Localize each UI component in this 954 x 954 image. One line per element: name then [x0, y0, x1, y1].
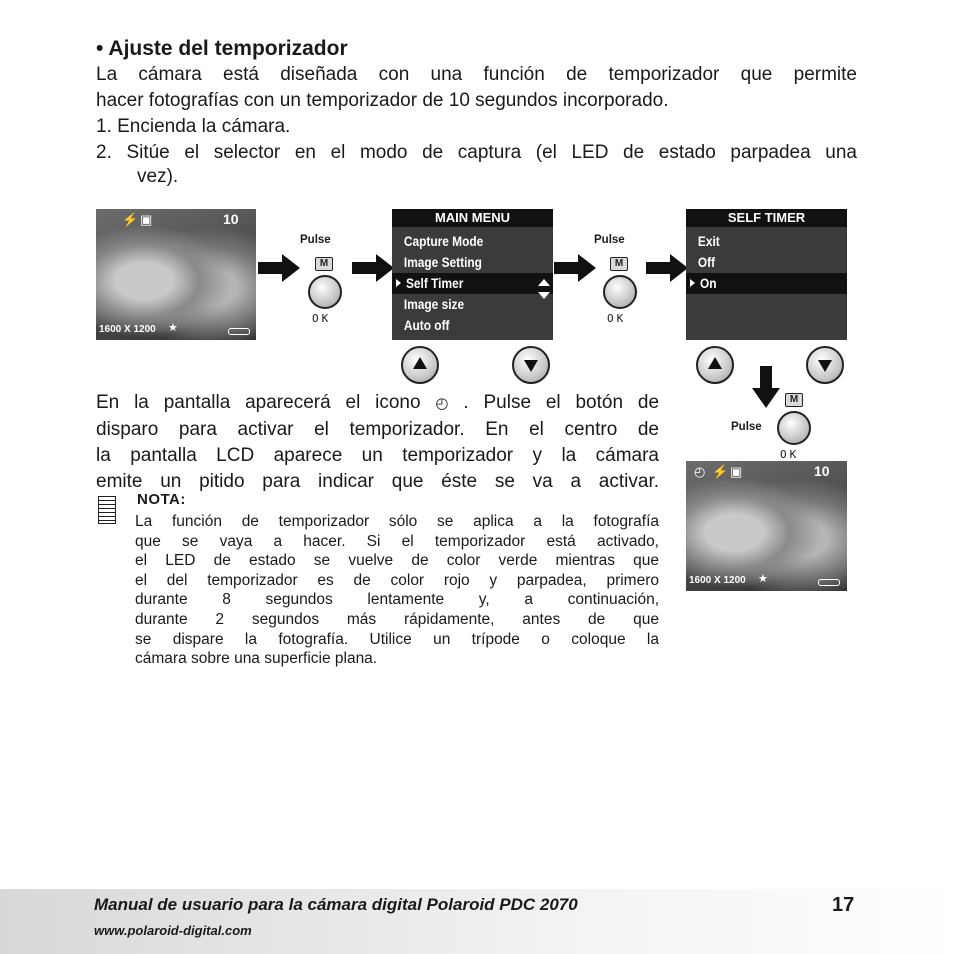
camera-mode-icon: ▣	[730, 464, 743, 479]
flow-arrow-down	[752, 366, 780, 408]
flow-arrow-1	[258, 254, 300, 282]
resolution-label: 1600 X 1200	[99, 324, 156, 335]
shots-remaining: 10	[814, 463, 830, 479]
flash-icon: ⚡	[122, 212, 139, 227]
flow-arrow-4	[646, 254, 688, 282]
menu-item-image-setting[interactable]: Image Setting	[403, 254, 482, 270]
ok-button-2[interactable]	[603, 275, 637, 309]
ok-button-1[interactable]	[308, 275, 342, 309]
ok-button-3[interactable]	[777, 411, 811, 445]
menu-button-1[interactable]: M	[315, 257, 333, 271]
flow-arrow-3	[554, 254, 596, 282]
battery-icon	[228, 328, 250, 335]
note-icon	[98, 496, 116, 524]
note-heading: NOTA:	[137, 491, 186, 508]
self-timer-icon: ◴	[694, 464, 706, 479]
menu-item-self-timer-label: Self Timer	[406, 275, 464, 291]
down-button-1[interactable]	[512, 346, 550, 384]
ok-label-3: OK	[780, 448, 800, 461]
body-line-4: emite un pitido para indicar que éste se va a activar.	[96, 471, 659, 492]
menu-item-exit[interactable]: Exit	[697, 233, 720, 249]
note-line: el del temporizador es de color rojo y parpadea, primero	[135, 571, 659, 589]
body-line-1: En la pantalla aparecerá el icono ◴ . Pulse el botón de	[96, 392, 660, 413]
main-menu-screen	[392, 209, 553, 340]
flow-arrow-2	[352, 254, 394, 282]
note-line: durante 8 segundos lentamente y, a continuación,	[135, 591, 659, 609]
quality-star-icon: ★	[758, 573, 768, 585]
footer-url[interactable]: www.polaroid-digital.com	[94, 923, 252, 938]
camera-preview-screen	[96, 209, 256, 340]
menu-item-self-timer[interactable]	[392, 273, 553, 294]
step-2-line-1: 2. Sitúe el selector en el modo de captura (el LED de estado parpadea una	[96, 142, 857, 163]
menu-button-3[interactable]: M	[785, 393, 803, 407]
page-number: 17	[832, 894, 855, 916]
footer-title: Manual de usuario para la cámara digital Polaroid PDC 2070	[94, 895, 578, 914]
note-text	[135, 512, 659, 669]
main-menu-title: MAIN MENU	[392, 209, 553, 227]
menu-item-off[interactable]: Off	[697, 254, 716, 270]
body-line-2: disparo para activar el temporizador. En el centro de	[96, 419, 659, 440]
menu-item-on-label: On	[700, 275, 717, 291]
up-button-2[interactable]	[696, 346, 734, 384]
pulse-label-3: Pulse	[731, 421, 762, 433]
flash-icon: ⚡	[712, 464, 729, 479]
battery-icon	[818, 579, 840, 586]
scroll-arrows-icon	[537, 278, 551, 302]
intro-line-1: La cámara está diseñada con una función de temporizador que permite	[96, 64, 857, 85]
ok-label-1: OK	[312, 312, 332, 325]
menu-item-on[interactable]	[686, 273, 847, 294]
note-line: La función de temporizador sólo se aplica a la fotografía	[135, 513, 659, 530]
menu-item-auto-off[interactable]: Auto off	[403, 317, 450, 333]
up-button-1[interactable]	[401, 346, 439, 384]
intro-line-2: hacer fotografías con un temporizador de 10 segundos incorporado.	[96, 90, 669, 111]
shots-remaining: 10	[223, 211, 239, 227]
camera-timer-preview-screen	[686, 461, 847, 591]
self-timer-inline-icon: ◴	[435, 395, 449, 412]
note-line: el LED de estado se vuelve de color verde mientras que	[135, 552, 659, 570]
step-2-line-2: vez).	[137, 166, 179, 187]
note-line: durante 2 segundos más rápidamente, antes de que	[135, 610, 659, 628]
resolution-label: 1600 X 1200	[689, 575, 746, 586]
body-line-3: la pantalla LCD aparece un temporizador y la cámara	[96, 445, 659, 466]
pulse-label-1: Pulse	[300, 234, 331, 246]
camera-mode-icon: ▣	[140, 212, 153, 227]
menu-item-image-size[interactable]: Image size	[403, 296, 465, 312]
quality-star-icon: ★	[168, 322, 178, 334]
body-text	[96, 390, 659, 495]
note-line: que se vaya a hacer. Si el temporizador está activado,	[135, 532, 659, 550]
section-title: • Ajuste del temporizador	[96, 37, 348, 60]
menu-item-capture-mode[interactable]: Capture Mode	[403, 233, 484, 249]
note-line: se dispare la fotografía. Utilice un trípode o coloque la	[135, 630, 659, 648]
step-1: 1. Encienda la cámara.	[96, 116, 291, 137]
down-button-2[interactable]	[806, 346, 844, 384]
pulse-label-2: Pulse	[594, 234, 625, 246]
self-timer-title: SELF TIMER	[686, 209, 847, 227]
self-timer-menu-screen	[686, 209, 847, 340]
ok-label-2: OK	[607, 312, 627, 325]
menu-button-2[interactable]: M	[610, 257, 628, 271]
note-line: cámara sobre una superficie plana.	[135, 650, 378, 668]
